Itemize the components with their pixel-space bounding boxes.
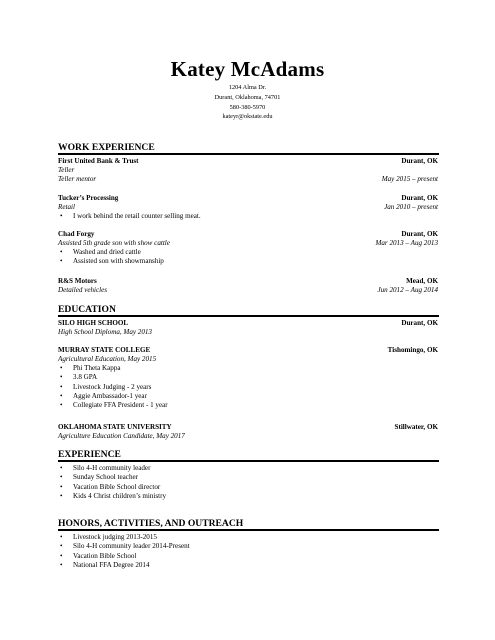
address-line-2: Durant, Oklahoma, 74701 bbox=[214, 93, 281, 101]
list-item-text: I work behind the retail counter selling meat. bbox=[73, 212, 201, 220]
list-item-text: Assisted son with showmanship bbox=[73, 257, 164, 266]
bullet-icon: • bbox=[60, 248, 63, 256]
bullet-icon: • bbox=[60, 364, 63, 372]
job-role: Detailed vehicles bbox=[58, 286, 108, 294]
job-role: Retail bbox=[58, 203, 75, 211]
job-bullet-list bbox=[58, 248, 164, 267]
section-divider bbox=[58, 460, 439, 462]
education-heading: EDUCATION bbox=[58, 304, 116, 315]
list-item-text: Livestock judging 2013-2015 bbox=[73, 533, 157, 541]
list-item bbox=[58, 561, 190, 570]
list-item bbox=[58, 364, 168, 373]
bullet-icon: • bbox=[60, 491, 63, 500]
school-detail: Agricultural Education, May 2015 bbox=[58, 355, 157, 363]
list-item bbox=[58, 392, 168, 401]
list-item bbox=[58, 492, 166, 501]
job-location: Mead, OK bbox=[406, 277, 438, 285]
school-location: Durant, OK bbox=[401, 319, 438, 327]
school-bullet-list bbox=[58, 364, 168, 410]
list-item-text: Kids 4 Christ children’s ministry bbox=[73, 491, 167, 500]
school-name: SILO HIGH SCHOOL bbox=[58, 319, 129, 327]
list-item-text: Vacation Bible School bbox=[73, 551, 137, 560]
bullet-icon: • bbox=[60, 391, 63, 400]
job-dates: Jan 2010 – present bbox=[384, 203, 438, 211]
list-item-text: National FFA Degree 2014 bbox=[73, 560, 150, 569]
list-item bbox=[58, 533, 190, 542]
school-detail: High School Diploma, May 2013 bbox=[58, 328, 152, 336]
job-bullet-list bbox=[58, 212, 201, 221]
job-dates: Mar 2013 – Aug 2013 bbox=[375, 239, 438, 247]
job-role: Assisted 5th grade son with show cattle bbox=[58, 239, 170, 247]
candidate-name: Katey McAdams bbox=[170, 57, 325, 81]
work-experience-heading: WORK EXPERIENCE bbox=[58, 142, 155, 153]
list-item-text: Silo 4-H community leader 2014-Present bbox=[73, 542, 190, 551]
job-org: Tucker’s Processing bbox=[58, 194, 119, 202]
section-divider bbox=[58, 529, 439, 531]
job-org: R&S Motors bbox=[58, 277, 97, 285]
bullet-icon: • bbox=[60, 560, 63, 569]
bullet-icon: • bbox=[60, 373, 63, 382]
job-role: Teller mentor bbox=[58, 175, 97, 183]
list-item-text: Aggie Ambassador-1 year bbox=[73, 391, 147, 400]
list-item-text: Phi Theta Kappa bbox=[73, 364, 121, 372]
bullet-icon: • bbox=[60, 464, 63, 472]
list-item-text: Vacation Bible School director bbox=[73, 482, 161, 491]
list-item bbox=[58, 483, 166, 492]
bullet-icon: • bbox=[60, 551, 63, 560]
experience-list bbox=[58, 464, 166, 501]
bullet-icon: • bbox=[60, 533, 63, 541]
honors-heading: HONORS, ACTIVITIES, AND OUTREACH bbox=[58, 518, 244, 529]
honors-list bbox=[58, 533, 190, 570]
bullet-icon: • bbox=[60, 401, 63, 410]
school-name: MURRAY STATE COLLEGE bbox=[58, 346, 151, 354]
phone-number: 580-380-5970 bbox=[229, 103, 266, 111]
school-location: Tishomingo, OK bbox=[387, 346, 438, 354]
list-item bbox=[58, 552, 190, 561]
list-item-text: Livestock Judging - 2 years bbox=[73, 382, 152, 391]
email-address: kateyr@okstate.edu bbox=[222, 113, 273, 121]
bullet-icon: • bbox=[60, 473, 63, 482]
list-item-text: 3.8 GPA bbox=[73, 373, 98, 382]
list-item bbox=[58, 212, 201, 221]
address-line-1: 1204 Alma Dr. bbox=[228, 84, 267, 91]
school-location: Stillwater, OK bbox=[394, 423, 438, 431]
job-dates: Jun 2012 – Aug 2014 bbox=[377, 286, 438, 294]
job-org: First United Bank & Trust bbox=[58, 157, 139, 165]
list-item bbox=[58, 401, 168, 410]
bullet-icon: • bbox=[60, 542, 63, 551]
experience-heading: EXPERIENCE bbox=[58, 449, 121, 460]
bullet-icon: • bbox=[60, 382, 63, 391]
school-name: OKLAHOMA STATE UNIVERSITY bbox=[58, 423, 172, 431]
section-divider bbox=[58, 153, 439, 155]
list-item bbox=[58, 473, 166, 482]
section-divider bbox=[58, 315, 439, 317]
list-item bbox=[58, 542, 190, 551]
job-dates: May 2015 – present bbox=[381, 175, 438, 183]
list-item bbox=[58, 464, 166, 473]
list-item bbox=[58, 383, 168, 392]
list-item-text: Silo 4-H community leader bbox=[73, 464, 151, 472]
job-location: Durant, OK bbox=[401, 194, 438, 202]
school-detail: Agriculture Education Candidate, May 2017 bbox=[58, 432, 185, 440]
list-item bbox=[58, 373, 168, 382]
list-item bbox=[58, 257, 164, 266]
list-item-text: Washed and dried cattle bbox=[73, 248, 141, 256]
list-item-text: Collegiate FFA President - 1 year bbox=[73, 401, 168, 410]
job-role: Teller bbox=[58, 166, 75, 174]
bullet-icon: • bbox=[60, 482, 63, 491]
job-location: Durant, OK bbox=[401, 230, 438, 238]
bullet-icon: • bbox=[60, 212, 63, 220]
contact-block bbox=[0, 83, 495, 122]
list-item-text: Sunday School teacher bbox=[73, 473, 139, 482]
list-item bbox=[58, 248, 164, 257]
job-location: Durant, OK bbox=[401, 157, 438, 165]
job-org: Chad Forgy bbox=[58, 230, 95, 238]
bullet-icon: • bbox=[60, 257, 63, 266]
